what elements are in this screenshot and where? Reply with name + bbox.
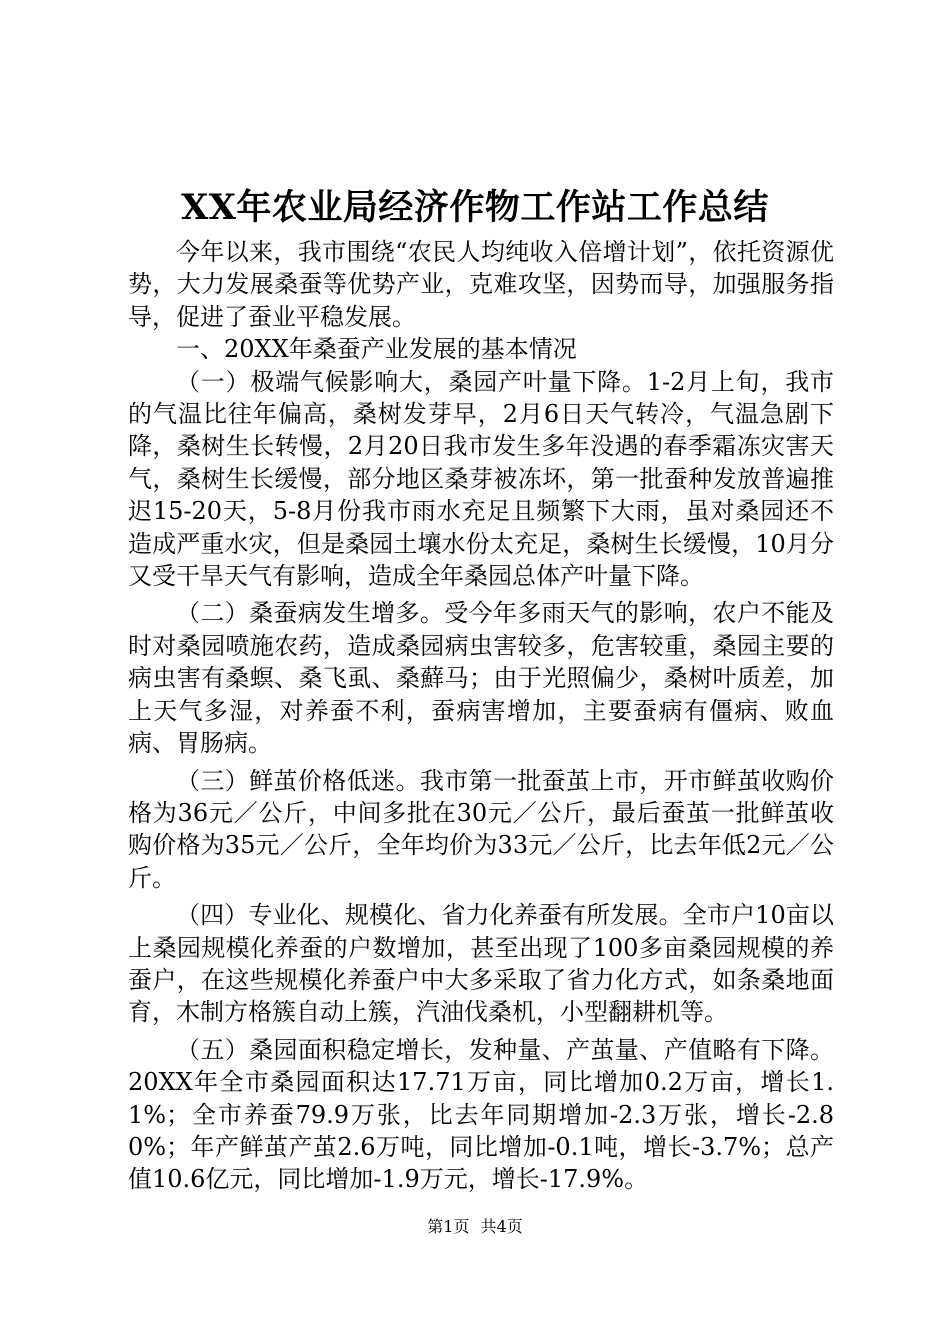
page-number: 第1页: [427, 1217, 470, 1236]
document-body: [128, 236, 834, 1196]
section-heading-1: 一、20XX年桑蚕产业发展的基本情况: [176, 335, 577, 364]
paragraph-intro: 今年以来，我市围绕“农民人均纯收入倍增计划”，依托资源优势，大力发展桑蚕等优势产业，克难攻坚，因势而导，加强服务指导，促进了蚕业平稳发展。: [128, 238, 834, 331]
paragraph-item-4: （四）专业化、规模化、省力化养蚕有所发展。全市户10亩以上桑园规模化养蚕的户数增加，甚至出现了100多亩桑园规模的养蚕户，在这些规模化养蚕户中大多采取了省力化方式，如条桑地面育，木制方格簇自动上簇，汽油伐桑机，小型翻耕机等。: [128, 901, 834, 1027]
paragraph-item-1: （一）极端气候影响大，桑园产叶量下降。1-2月上旬，我市的气温比往年偏高，桑树发芽早，2月6日天气转冷，气温急剧下降，桑树生长转慢，2月20日我市发生多年没遇的春季霜冻灾害天气，桑树生长缓慢，部分地区桑芽被冻坏，第一批蚕种发放普遍推迟15-20天，5-8月份我市雨水充足且频繁下大雨，虽对桑园还不造成严重水灾，但是桑园土壤水份太充足，桑树生长缓慢，10月分又受干旱天气有影响，造成全年桑园总体产叶量下降。: [128, 367, 834, 591]
paragraph-item-3: （三）鲜茧价格低迷。我市第一批蚕茧上市，开市鲜茧收购价格为36元／公斤，中间多批在30元／公斤，最后蚕茧一批鲜茧收购价格为35元／公斤，全年均价为33元／公斤，比去年低2元／公斤。: [128, 766, 834, 892]
paragraph-item-2: （二）桑蚕病发生增多。受今年多雨天气的影响，农户不能及时对桑园喷施农药，造成桑园病虫害较多，危害较重，桑园主要的病虫害有桑螟、桑飞虱、桑蘚马；由于光照偏少，桑树叶质差，加上天气多湿，对养蚕不利，蚕病害增加，主要蚕病有僵病、败血病、胃肠病。: [128, 599, 834, 758]
page-footer: [0, 1216, 950, 1238]
document-title: XX年农业局经济作物工作站工作总结: [181, 187, 769, 228]
page-total: 共4页: [480, 1217, 523, 1236]
paragraph-item-5: （五）桑园面积稳定增长，发种量、产茧量、产值略有下降。20XX年全市桑园面积达17.71万亩，同比增加0.2万亩，增长1.1%；全市养蚕79.9万张，比去年同期增加-2.3万张，增长-2.80%；年产鲜茧产茧2.6万吨，同比增加-0.1吨，增长-3.7%；总产值10.6亿元，同比增加-1.9万元，增长-17.9%。: [128, 1035, 834, 1194]
